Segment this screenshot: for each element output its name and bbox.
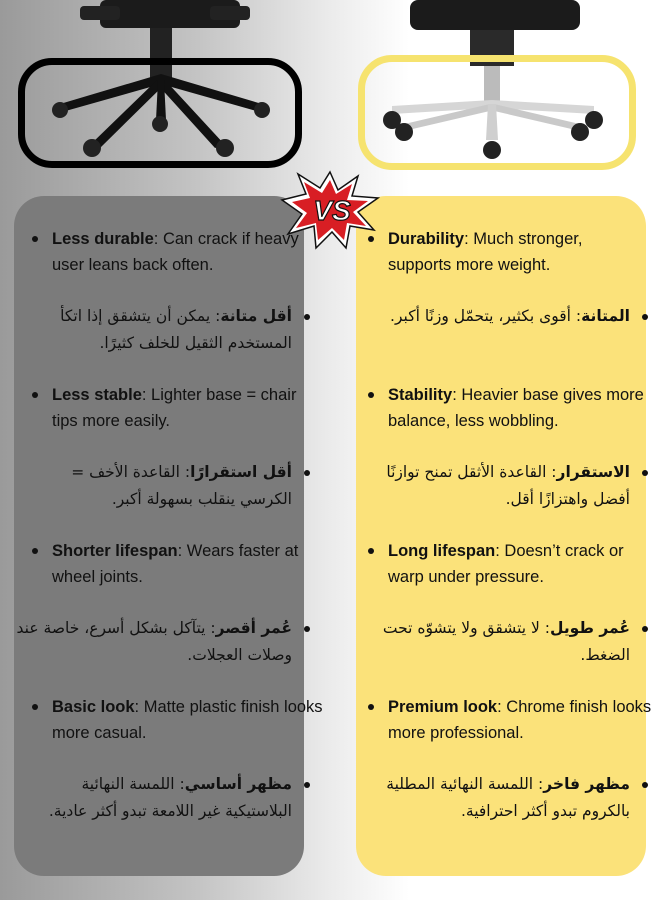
left-item-durability-ar: أقل متانة: يمكن أن يتشقق إذا اتكأ المستخدم الثقيل للخلف كثيرًا. (16, 303, 314, 357)
right-item-stability-ar: الاستقرار: القاعدة الأثقل تمنح توازنًا أفضل واهتزازًا أقل. (360, 459, 652, 513)
chrome-base-frame (358, 55, 636, 170)
left-item-look-ar: مظهر أساسي: اللمسة النهائية البلاستيكية غير اللامعة تبدو أكثر عادية. (16, 771, 314, 825)
right-item-lifespan-en: Long lifespan: Doesn’t crack or warp under pressure. (366, 538, 654, 590)
vs-text: VS (313, 195, 351, 226)
left-item-lifespan-en: Shorter lifespan: Wears faster at wheel joints. (30, 538, 314, 590)
left-item-lifespan-ar: عُمر أقصر: يتآكل بشكل أسرع، خاصة عند وصلات العجلات. (16, 615, 314, 669)
right-item-durability-en: Durability: Much stronger, supports more weight. (366, 226, 650, 278)
right-item-stability-en: Stability: Heavier base gives more balance, less wobbling. (366, 382, 654, 434)
right-item-look-en: Premium look: Chrome finish looks more professional. (366, 694, 654, 746)
left-item-stability-ar: أقل استقرارًا: القاعدة الأخف = الكرسي ينقلب بسهولة أكبر. (16, 459, 314, 513)
left-item-durability-en: Less durable: Can crack if heavy user leans back often. (30, 226, 314, 278)
right-item-look-ar: مظهر فاخر: اللمسة النهائية المطلية بالكروم تبدو أكثر احترافية. (356, 771, 652, 825)
right-item-durability-ar: المتانة: أقوى بكثير، يتحمّل وزنًا أكبر. (360, 303, 652, 330)
plastic-base-frame (18, 58, 302, 168)
left-item-look-en: Basic look: Matte plastic finish looks more casual. (30, 694, 326, 746)
right-item-lifespan-ar: عُمر طويل: لا يتشقق ولا يتشوّه تحت الضغط. (360, 615, 652, 669)
left-item-stability-en: Less stable: Lighter base = chair tips more easily. (30, 382, 314, 434)
